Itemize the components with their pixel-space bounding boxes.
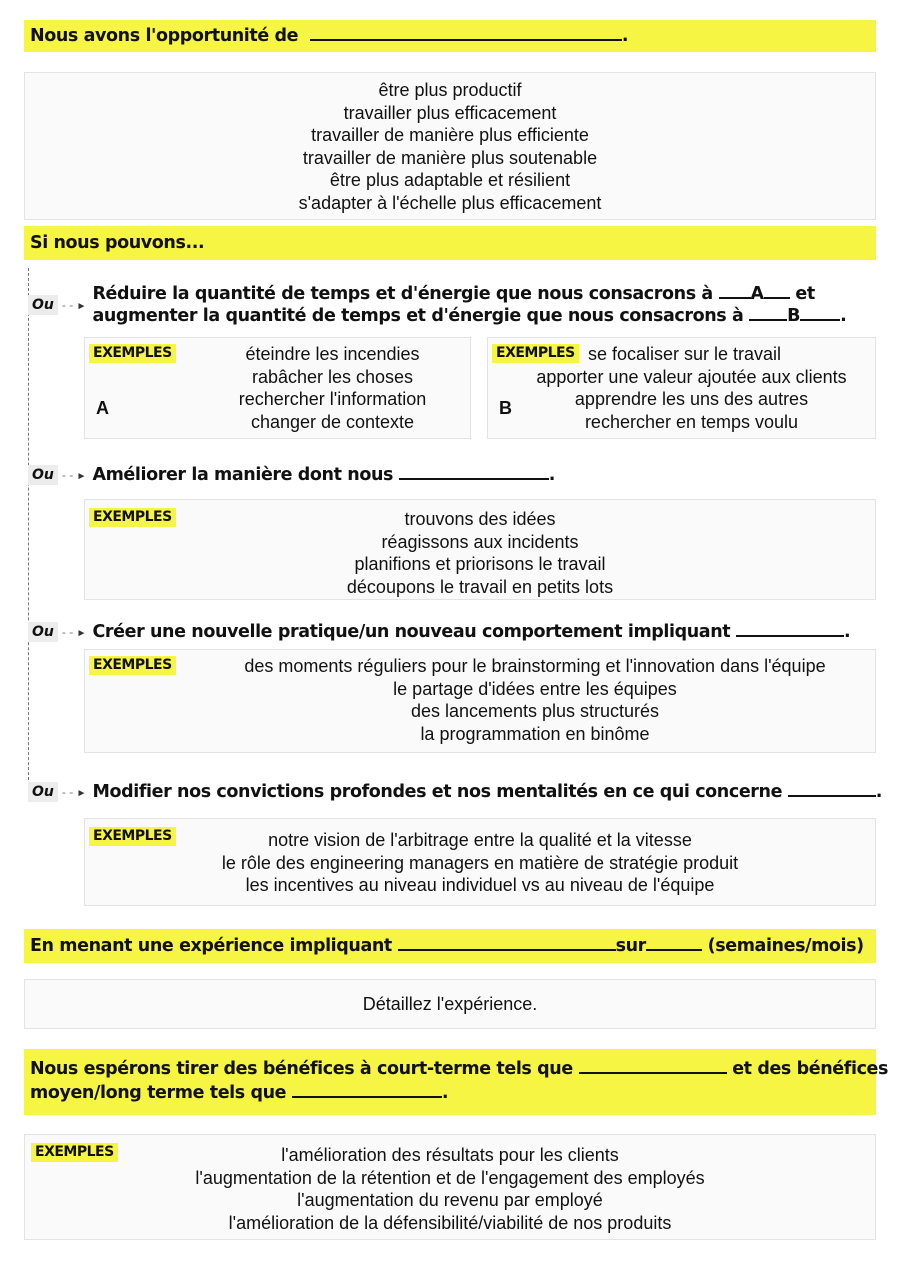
option4-examples-box bbox=[84, 818, 876, 906]
arrow-icon: - - ► bbox=[61, 298, 87, 312]
letter-b: B bbox=[499, 398, 512, 418]
benefits-band bbox=[24, 1049, 889, 1115]
examples-label: EXEMPLES bbox=[89, 508, 176, 527]
duration-blank[interactable] bbox=[646, 935, 702, 951]
option3-end: . bbox=[843, 622, 851, 642]
examples-a-list bbox=[195, 343, 470, 433]
example-item: la programmation en binôme bbox=[420, 723, 650, 744]
option4-label: Modifier nos convictions profondes et nos mentalités en ce qui concerne bbox=[92, 782, 783, 802]
opportunity-option: travailler de manière plus soutenable bbox=[302, 147, 598, 168]
example-item: des lancements plus structurés bbox=[410, 701, 660, 721]
example-item: réagissons aux incidents bbox=[381, 531, 579, 552]
option3-label: Créer une nouvelle pratique/un nouveau comportement impliquant bbox=[92, 622, 731, 642]
benefits-line2-end: . bbox=[441, 1083, 449, 1103]
option4-row bbox=[28, 781, 882, 803]
option3-heading bbox=[92, 621, 850, 643]
option3-blank[interactable] bbox=[736, 621, 844, 637]
example-item: des moments réguliers pour le brainstorming et l'innovation dans l'équipe bbox=[244, 656, 826, 676]
experiment-unit: (semaines/mois) bbox=[707, 936, 864, 956]
option2-examples-box bbox=[84, 499, 876, 600]
example-item: l'augmentation de la rétention et de l'engagement des employés bbox=[195, 1167, 705, 1188]
examples-a-box bbox=[84, 337, 471, 439]
blank-b-right bbox=[800, 305, 840, 321]
example-item: se focaliser sur le travail bbox=[587, 344, 782, 364]
example-item: rechercher en temps voulu bbox=[584, 411, 799, 432]
option1-line2: augmenter la quantité de temps et d'énergie que nous consacrons à bbox=[92, 306, 744, 326]
opportunity-band bbox=[24, 20, 876, 52]
example-item: l'amélioration de la défensibilité/viabilité de nos produits bbox=[228, 1212, 672, 1233]
if-we-can-band bbox=[24, 226, 876, 260]
example-item: rabâcher les choses bbox=[251, 366, 414, 387]
experiment-detail bbox=[25, 993, 875, 1016]
benefits-line1-end: et des bénéfices bbox=[732, 1059, 889, 1079]
option4-blank[interactable] bbox=[788, 781, 876, 797]
option2-label: Améliorer la manière dont nous bbox=[92, 465, 394, 485]
example-item: le rôle des engineering managers en matière de stratégie produit bbox=[221, 852, 739, 873]
examples-label: EXEMPLES bbox=[89, 344, 176, 363]
examples-b-list bbox=[508, 343, 875, 433]
short-term-blank[interactable] bbox=[579, 1058, 727, 1074]
option1-line1: Réduire la quantité de temps et d'énergie que nous consacrons à bbox=[92, 284, 713, 304]
benefits-short-term-label: Nous espérons tirer des bénéfices à court-terme tels que bbox=[30, 1059, 573, 1079]
or-tag: Ou bbox=[28, 782, 58, 802]
example-item: éteindre les incendies bbox=[245, 344, 420, 364]
or-tag: Ou bbox=[28, 465, 58, 485]
arrow-icon: - - ► bbox=[61, 468, 87, 482]
example-item: l'augmentation du revenu par employé bbox=[297, 1190, 603, 1210]
example-item: changer de contexte bbox=[250, 411, 415, 432]
example-item: les incentives au niveau individuel vs au niveau de l'équipe bbox=[245, 875, 715, 895]
or-tag: Ou bbox=[28, 622, 58, 642]
opportunity-option: être plus productif bbox=[378, 80, 522, 100]
opportunity-option: travailler plus efficacement bbox=[343, 102, 557, 123]
option4-examples-list bbox=[85, 829, 875, 897]
option3-examples-box bbox=[84, 649, 876, 753]
option4-end: . bbox=[875, 782, 883, 802]
option2-heading bbox=[92, 464, 555, 486]
example-item: découpons le travail en petits lots bbox=[346, 576, 614, 597]
example-item: apporter une valeur ajoutée aux clients bbox=[536, 366, 847, 387]
option2-row bbox=[28, 464, 555, 486]
opportunity-option: travailler de manière plus efficiente bbox=[311, 125, 589, 145]
option2-end: . bbox=[548, 465, 555, 485]
benefits-examples-box bbox=[24, 1134, 876, 1240]
option3-row bbox=[28, 621, 850, 643]
experiment-detail-text: Détaillez l'expérience. bbox=[362, 994, 538, 1014]
example-item: planifions et priorisons le travail bbox=[354, 554, 606, 574]
example-item: le partage d'idées entre les équipes bbox=[393, 678, 677, 699]
examples-label: EXEMPLES bbox=[89, 656, 176, 675]
blank-a-left bbox=[719, 283, 751, 299]
opportunity-option: s'adapter à l'échelle plus efficacement bbox=[298, 192, 602, 213]
experiment-label: En menant une expérience impliquant bbox=[30, 936, 392, 956]
blank-b-left bbox=[749, 305, 787, 321]
example-item: rechercher l'information bbox=[238, 389, 427, 409]
experiment-band bbox=[24, 929, 876, 963]
examples-label: EXEMPLES bbox=[492, 344, 579, 363]
blank-a-right bbox=[764, 283, 790, 299]
long-term-blank[interactable] bbox=[292, 1082, 442, 1098]
benefits-examples-list bbox=[25, 1144, 875, 1234]
experiment-detail-box bbox=[24, 979, 876, 1029]
opportunity-blank[interactable] bbox=[310, 25, 622, 41]
blank-b-letter: B bbox=[787, 306, 801, 326]
letter-a: A bbox=[96, 398, 109, 418]
experiment-duration-label: sur bbox=[615, 936, 646, 956]
example-item: trouvons des idées bbox=[404, 509, 556, 529]
option4-heading bbox=[92, 781, 882, 803]
blank-a-letter: A bbox=[750, 284, 764, 304]
opportunity-options-list bbox=[25, 79, 875, 214]
options-connector bbox=[28, 268, 29, 800]
arrow-icon: - - ► bbox=[61, 785, 87, 799]
experiment-blank[interactable] bbox=[398, 935, 616, 951]
example-item: l'amélioration des résultats pour les clients bbox=[281, 1145, 619, 1165]
arrow-icon: - - ► bbox=[61, 625, 87, 639]
opportunity-options-box bbox=[24, 72, 876, 220]
example-item: notre vision de l'arbitrage entre la qualité et la vitesse bbox=[268, 830, 692, 850]
or-tag: Ou bbox=[28, 295, 58, 315]
option1-line2-end: . bbox=[840, 306, 847, 326]
examples-label: EXEMPLES bbox=[31, 1143, 118, 1162]
opportunity-label: Nous avons l'opportunité de bbox=[30, 26, 299, 46]
opportunity-option: être plus adaptable et résilient bbox=[329, 170, 571, 190]
examples-label: EXEMPLES bbox=[89, 827, 176, 846]
option3-examples-list bbox=[195, 655, 875, 745]
option2-examples-list bbox=[85, 508, 875, 598]
examples-b-box bbox=[487, 337, 876, 439]
option1-row bbox=[28, 283, 846, 327]
benefits-long-term-label: moyen/long terme tels que bbox=[30, 1083, 287, 1103]
option2-blank[interactable] bbox=[399, 464, 549, 480]
option1-line1-end: et bbox=[795, 284, 815, 304]
example-item: apprendre les uns des autres bbox=[574, 389, 809, 409]
option1-heading bbox=[92, 283, 846, 327]
opportunity-end: . bbox=[621, 26, 629, 46]
if-we-can-label: Si nous pouvons... bbox=[30, 233, 205, 253]
